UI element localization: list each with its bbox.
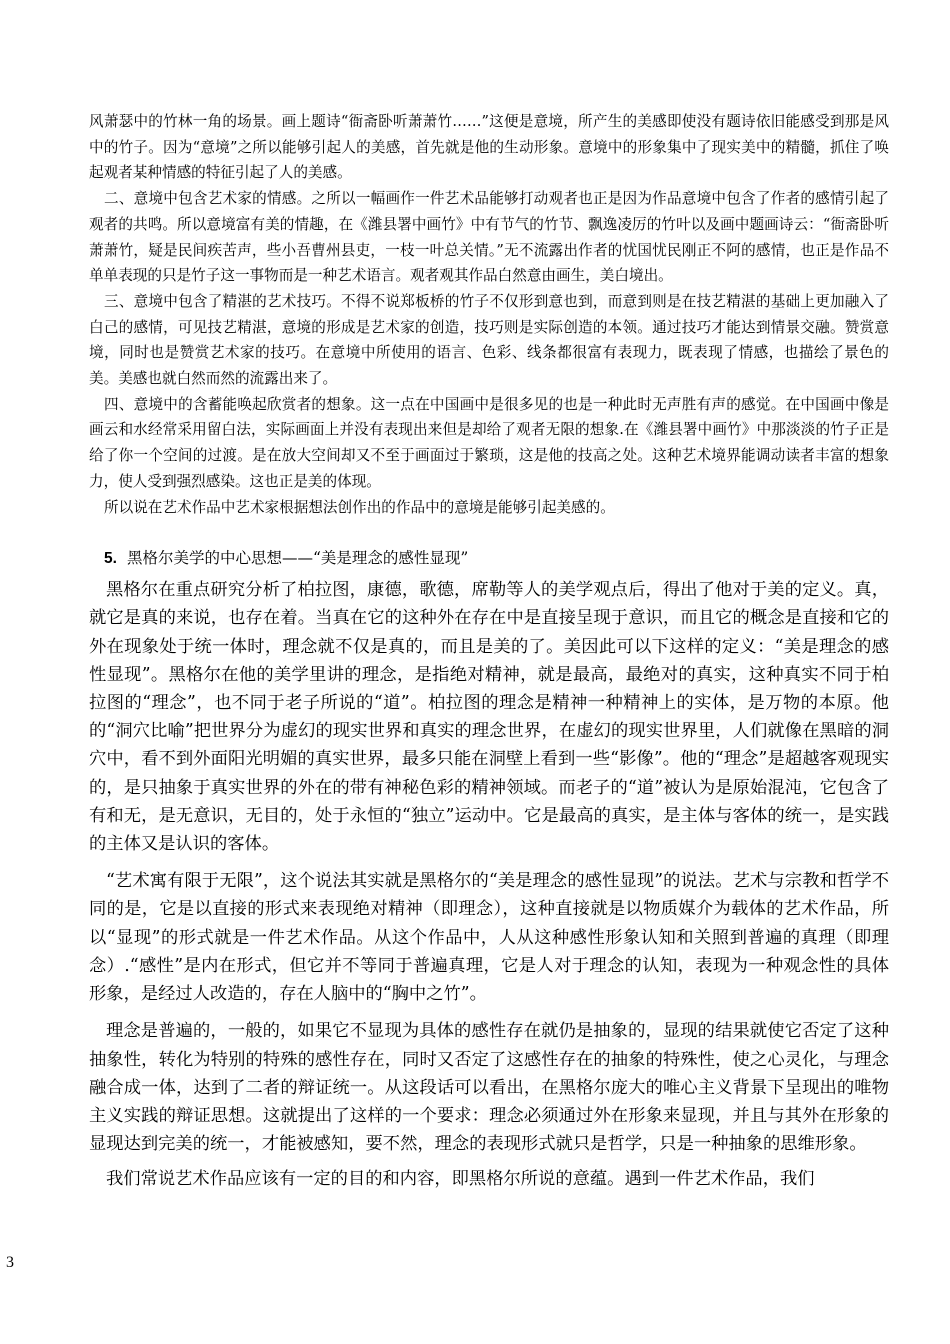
paragraph-top-3: 三、意境中包含了精湛的艺术技巧。不得不说郑板桥的竹子不仅形到意也到，而意到则是在技艺精湛的基础上更加融入了白己的感情，可见技艺精湛，意境的形成是艺术家的创造，技巧则是实际创造的本领。通过技巧才能达到情景交融。赞赏意境，同时也是赞赏艺术家的技巧。在意境中所使用的语言、色彩、线条都很富有表现力，既表现了情感，也描绘了景色的美。美感也就白然而然的流露出来了。 — [89, 292, 889, 388]
section-body — [89, 576, 889, 1193]
paragraph-top-4: 四、意境中的含蓄能唤起欣赏者的想象。这一点在中国画中是很多见的也是一种此时无声胜有声的感觉。在中国画中像是画云和水经常采用留白法，实际画面上并没有表现出来但是却给了观者无限的想象.在《潍县署中画竹》中那淡淡的竹子正是给了你一个空间的过渡。是在放大空间却又不至于画面过于繁琐，这是他的技高之处。这种艺术境界能调动读者丰富的想象力，使人受到强烈感染。这也正是美的体现。 — [89, 395, 889, 490]
paragraph-4: 我们常说艺术作品应该有一定的目的和内容，即黑格尔所说的意蕴。遇到一件艺术作品，我们 — [106, 1169, 815, 1190]
paragraph-1: 黑格尔在重点研究分析了柏拉图，康德，歌德，席勒等人的美学观点后，得出了他对于美的定义。真，就它是真的来说，也存在着。当真在它的这种外在存在中是直接呈现于意识，而且它的概念是直接和它的外在现象处于统一体时，理念就不仅是真的，而且是美的了。美因此可以下这样的定义：“美是理念的感性显现”。黑格尔在他的美学里讲的理念，是指绝对精神，就是最高，最绝对的真实，这种真实不同于柏拉图的“理念”，也不同于老子所说的“道”。柏拉图的理念是精神一种精神上的实体，是万物的本原。他的“洞穴比喻”把世界分为虚幻的现实世界和真实的理念世界，在虚幻的现实世界里，人们就像在黑暗的洞穴中，看不到外面阳光明媚的真实世界，最多只能在洞壁上看到一些“影像”。他的“理念”是超越客观现实的，是只抽象于真实世界的外在的带有神秘色彩的精神领域。而老子的“道”被认为是原始混沌，它包含了有和无，是无意识，无目的，处于永恒的“独立”运动中。它是最高的真实，是主体与客体的统一，是实践的主体又是认识的客体。 — [89, 580, 889, 855]
paragraph-top-2: 二、意境中包含艺术家的情感。之所以一幅画作一件艺术品能够打动观者也正是因为作品意境中包含了作者的感情引起了观者的共鸣。所以意境富有美的情趣，在《潍县署中画竹》中有节气的竹节、飘逸凌厉的竹叶以及画中题画诗云：“衙斋卧听萧萧竹，疑是民间疾苦声，些小吾曹州县吏，一枝一叶总关情。”无不流露出作者的忧国忧民刚正不阿的感情，也正是作品不单单表现的只是竹子这一事物而是一种艺术语言。观者观其作品白然意由画生，美白境出。 — [89, 190, 889, 285]
paragraph-3: 理念是普遍的，一般的，如果它不显现为具体的感性存在就仍是抽象的，显现的结果就使它否定了这种抽象性，转化为特别的特殊的感性存在，同时又否定了这感性存在的抽象的特殊性，使之心灵化，与理念融合成一体，达到了二者的辩证统一。从这段话可以看出，在黑格尔庞大的唯心主义背景下呈现出的唯物主义实践的辩证思想。这就提出了这样的一个要求：理念必须通过外在形象来显现，并且与其外在形象的显现达到完美的统一，才能被感知，要不然，理念的表现形式就只是哲学，只是一种抽象的思维形象。 — [89, 1021, 889, 1155]
section-number: 5. — [104, 550, 117, 568]
section-title: 黑格尔美学的中心思想——“美是理念的感性显现” — [127, 549, 469, 568]
page-number: 3 — [6, 1254, 14, 1271]
document-page — [89, 109, 889, 1194]
paragraph-2: “艺术寓有限于无限”，这个说法其实就是黑格尔的“美是理念的感性显现”的说法。艺术与宗教和哲学不同的是，它是以直接的形式来表现绝对精神（即理念），这种直接就是以物质媒介为载体的艺术作品，所以“显现”的形式就是一件艺术作品。从这个作品中，人从这种感性形象认知和关照到普遍的真理（即理念）.“感性”是内在形式，但它并不等同于普遍真理，它是人对于理念的认知，表现为一种观念性的具体形象，是经过人改造的，存在人脑中的“胸中之竹”。 — [89, 871, 889, 1005]
section-heading — [104, 541, 889, 576]
paragraph-top-5: 所以说在艺术作品中艺术家根据想法创作出的作品中的意境是能够引起美感的。 — [104, 498, 615, 516]
section-continuation — [89, 109, 889, 520]
paragraph-top-1: 风萧瑟中的竹林一角的场景。画上题诗“衙斋卧听萧萧竹……”这便是意境，所产生的美感即使没有题诗依旧能感受到那是风中的竹子。因为“意境”之所以能够引起人的美感，首先就是他的生动形象。意境中的形象集中了现实美中的精髓，抓住了唤起观者某种情感的特征引起了人的美感。 — [89, 113, 889, 182]
